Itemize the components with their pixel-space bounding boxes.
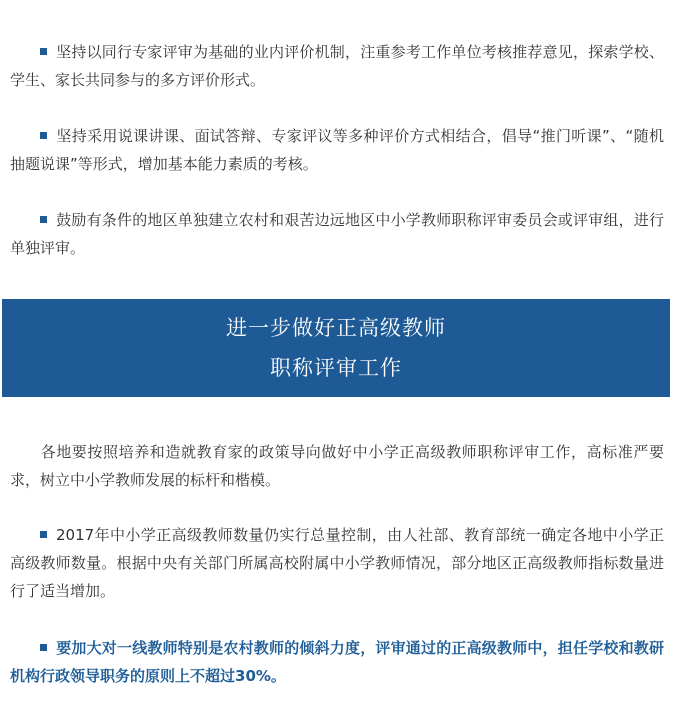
paragraph-rural-committee-text: 鼓励有条件的地区单独建立农村和艰苦边远地区中小学教师职称评审委员会或评审组，进行单独评审。 <box>10 211 664 257</box>
paragraph-intro-text: 各地要按照培养和造就教育家的政策导向做好中小学正高级教师职称评审工作，高标准严要求，树立中小学教师发展的标杆和楷模。 <box>10 443 664 489</box>
banner-title-line-2: 职称评审工作 <box>270 356 402 380</box>
square-bullet-icon <box>40 48 47 55</box>
paragraph-evaluation-methods <box>10 122 664 178</box>
paragraph-rural-committee <box>10 206 664 262</box>
paragraph-peer-review <box>10 38 664 94</box>
paragraph-intro <box>10 438 664 494</box>
paragraph-quota-control-text: 2017年中小学正高级教师数量仍实行总量控制，由人社部、教育部统一确定各地中小学正高级教师数量。根据中央有关部门所属高校附属中小学教师情况，部分地区正高级教师指标数量进行了适当增加。 <box>10 526 664 600</box>
square-bullet-icon <box>40 132 47 139</box>
banner-title-line-1: 进一步做好正高级教师 <box>226 316 446 340</box>
section-title-banner <box>2 299 670 397</box>
square-bullet-icon <box>40 644 47 651</box>
paragraph-evaluation-methods-text: 坚持采用说课讲课、面试答辩、专家评议等多种评价方式相结合，倡导“推门听课”、“随机抽题说课”等形式，增加基本能力素质的考核。 <box>10 127 664 173</box>
paragraph-rural-preference-text: 要加大对一线教师特别是农村教师的倾斜力度，评审通过的正高级教师中，担任学校和教研机构行政领导职务的原则上不超过30%。 <box>10 639 664 685</box>
paragraph-rural-preference <box>10 634 664 690</box>
paragraph-quota-control <box>10 521 664 605</box>
square-bullet-icon <box>40 531 47 538</box>
paragraph-peer-review-text: 坚持以同行专家评审为基础的业内评价机制，注重参考工作单位考核推荐意见，探索学校、学生、家长共同参与的多方评价形式。 <box>10 43 664 89</box>
square-bullet-icon <box>40 216 47 223</box>
